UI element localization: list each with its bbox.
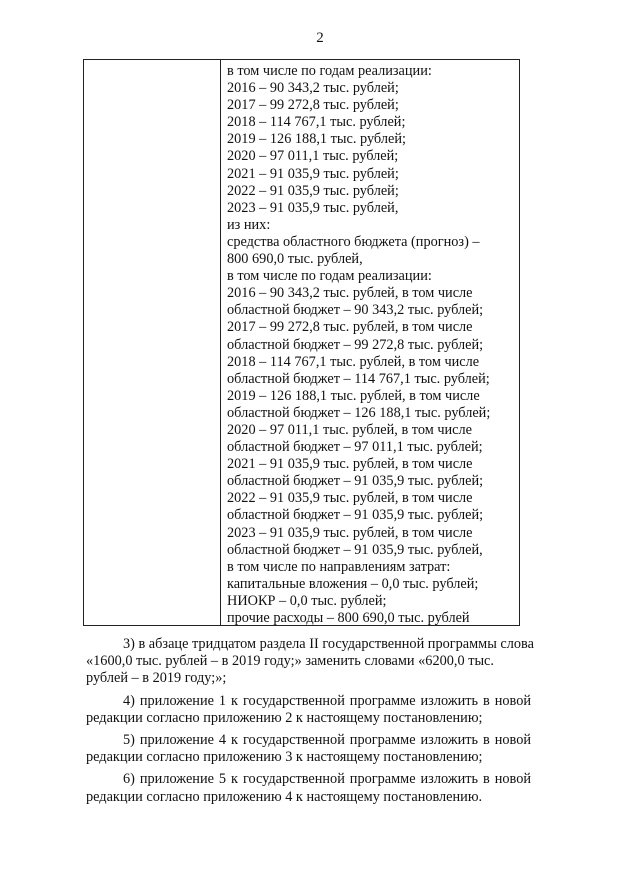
funding-line: 2020 – 97 011,1 тыс. рублей, в том числе [227,421,472,438]
funding-line: 2021 – 91 035,9 тыс. рублей, в том числе [227,456,473,473]
funding-line: областной бюджет – 126 188,1 тыс. рублей; [227,404,491,421]
funding-line: областной бюджет – 90 343,2 тыс. рублей; [227,302,484,319]
paragraph-continuation: редакции согласно приложению 2 к настоящему постановлению; [86,709,483,726]
table-column-divider [220,60,221,625]
funding-line: 2018 – 114 767,1 тыс. рублей, в том числе [227,353,480,370]
funding-line: 2022 – 91 035,9 тыс. рублей; [227,182,399,199]
funding-line: капитальные вложения – 0,0 тыс. рублей; [227,575,479,592]
funding-line: 2017 – 99 272,8 тыс. рублей, в том числе [227,319,473,336]
page-number: 2 [316,30,324,46]
funding-line: областной бюджет – 97 011,1 тыс. рублей; [227,439,483,456]
funding-line: областной бюджет – 91 035,9 тыс. рублей; [227,507,484,524]
funding-line: из них: [227,216,271,233]
funding-line: 2023 – 91 035,9 тыс. рублей, [227,199,399,216]
funding-line: прочие расходы – 800 690,0 тыс. рублей [227,610,470,626]
amendment-paragraph [86,771,531,805]
funding-line: 2019 – 126 188,1 тыс. рублей; [227,131,406,148]
paragraph-continuation: редакции согласно приложению 4 к настоящему постановлению. [86,788,483,805]
funding-line: 2022 – 91 035,9 тыс. рублей, в том числе [227,490,473,507]
funding-line: НИОКР – 0,0 тыс. рублей; [227,592,387,609]
funding-table [83,59,520,626]
funding-line: областной бюджет – 91 035,9 тыс. рублей, [227,541,483,558]
funding-line: в том числе по годам реализации: [227,268,432,285]
funding-line: областной бюджет – 99 272,8 тыс. рублей; [227,336,484,353]
paragraph-continuation: «1600,0 тыс. рублей – в 2019 году;» заменить словами «6200,0 тыс. рублей – в 2019 году;»; [86,653,494,687]
funding-line: 800 690,0 тыс. рублей, [227,251,363,268]
paragraph-first-line: 6) приложение 5 к государственной программе изложить в новой [123,771,531,788]
funding-line: 2016 – 90 343,2 тыс. рублей; [227,80,399,97]
paragraph-first-line: 4) приложение 1 к государственной программе изложить в новой [123,692,531,709]
funding-line: 2019 – 126 188,1 тыс. рублей, в том числе [227,387,480,404]
paragraph-first-line: 3) в абзаце тридцатом раздела II государственной программы слова [123,636,534,652]
funding-line: областной бюджет – 114 767,1 тыс. рублей; [227,370,490,387]
funding-line: 2020 – 97 011,1 тыс. рублей; [227,148,399,165]
paragraph-first-line: 5) приложение 4 к государственной программе изложить в новой [123,732,531,749]
paragraph-continuation: редакции согласно приложению 3 к настоящему постановлению; [86,749,483,766]
funding-line: 2018 – 114 767,1 тыс. рублей; [227,114,406,131]
funding-line: в том числе по направлениям затрат: [227,558,451,575]
funding-line: 2016 – 90 343,2 тыс. рублей, в том числе [227,285,473,302]
funding-line: 2023 – 91 035,9 тыс. рублей, в том числе [227,524,473,541]
funding-line: в том числе по годам реализации: [227,63,432,79]
amendment-paragraph [86,636,534,688]
amendment-paragraph [86,732,531,766]
amendment-paragraph [86,693,531,727]
funding-line: средства областного бюджета (прогноз) – [227,233,480,250]
funding-line: 2017 – 99 272,8 тыс. рублей; [227,97,399,114]
amendment-paragraphs [86,636,534,811]
funding-line: 2021 – 91 035,9 тыс. рублей; [227,165,399,182]
funding-cell-text [227,63,513,627]
funding-line: областной бюджет – 91 035,9 тыс. рублей; [227,473,484,490]
